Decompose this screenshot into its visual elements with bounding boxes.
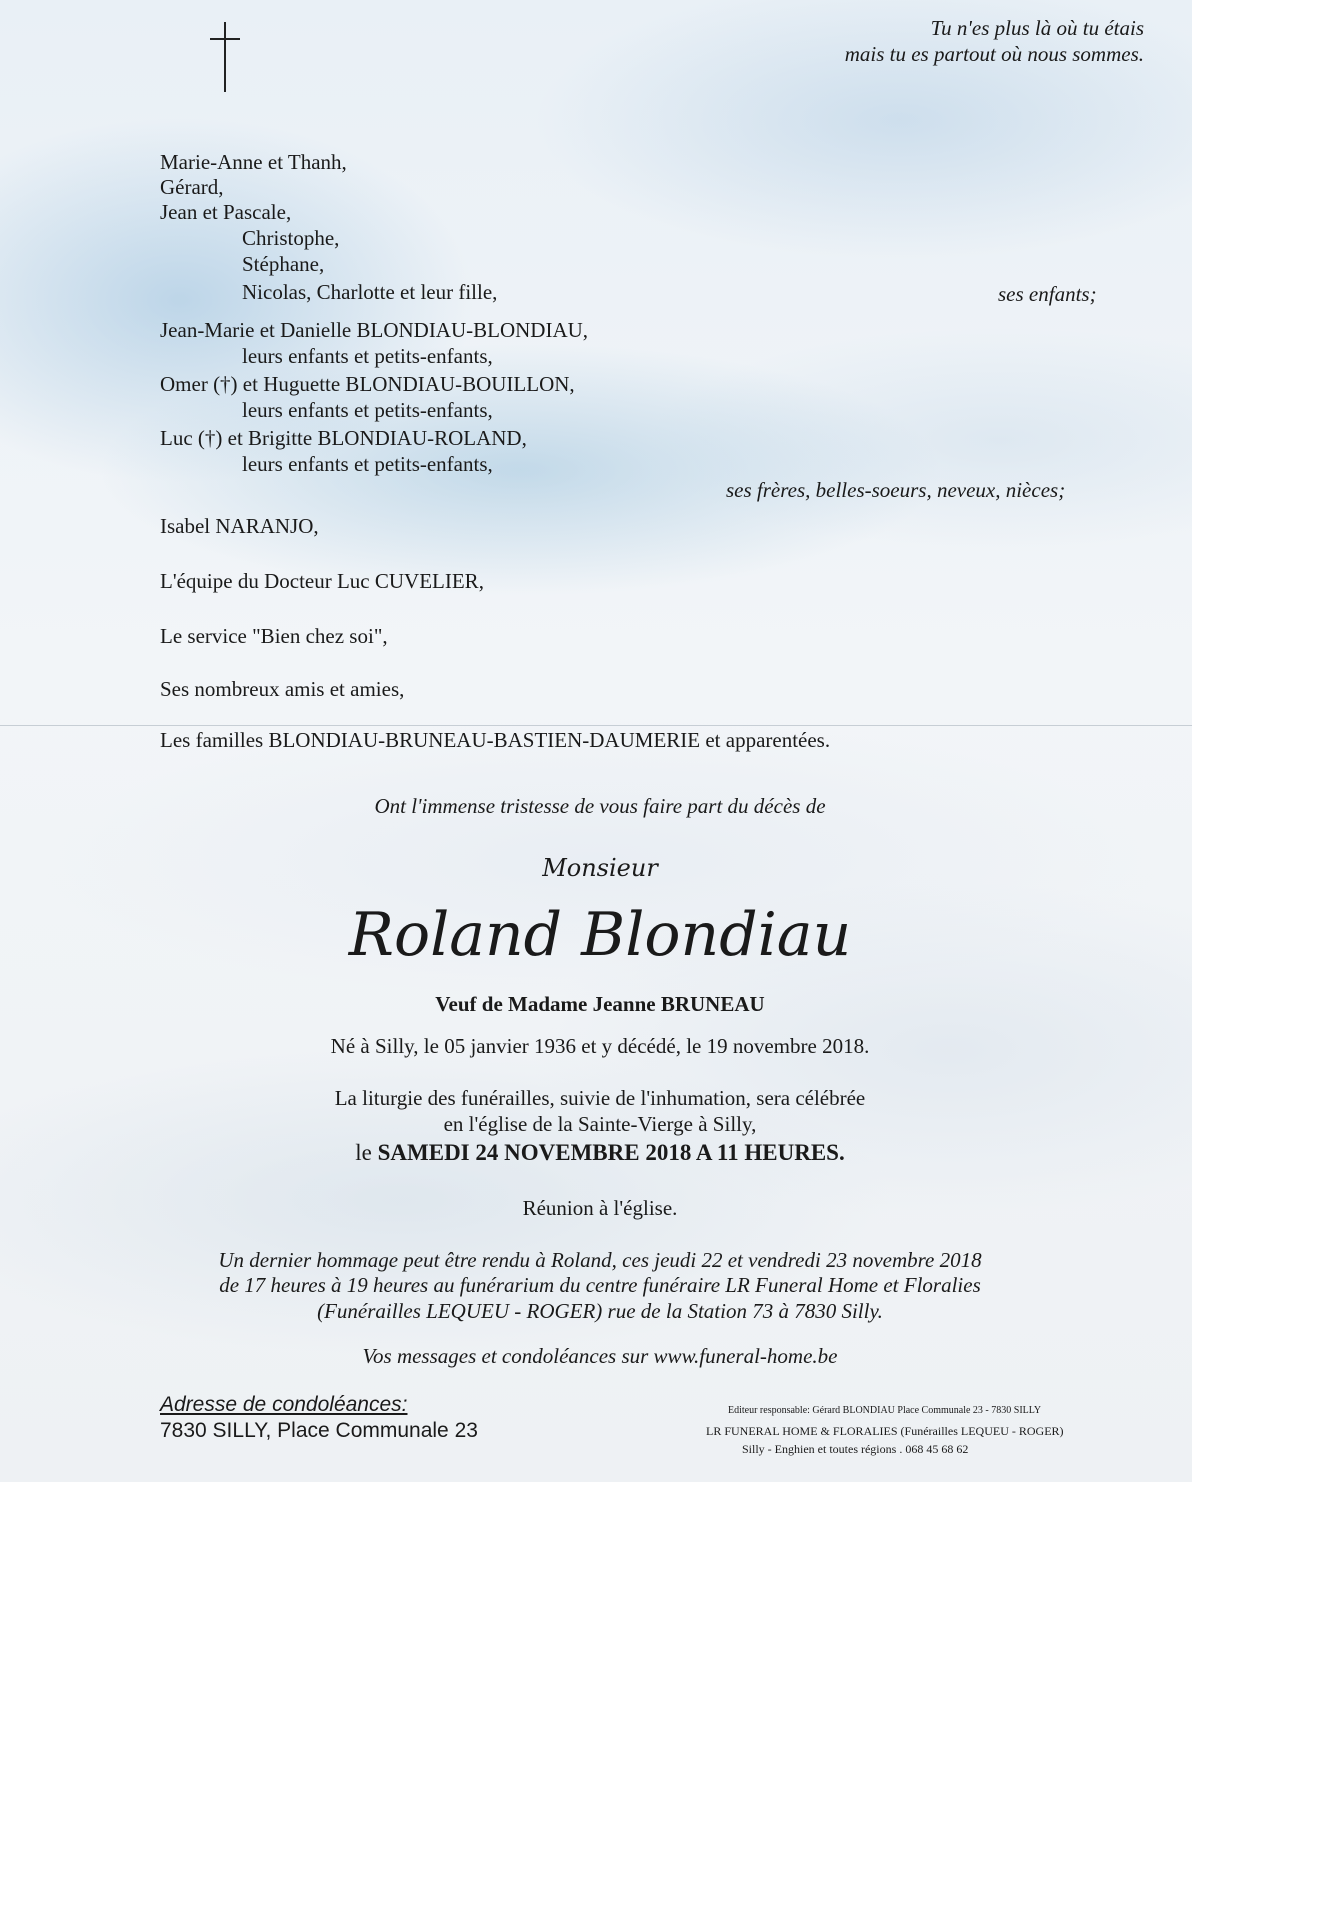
- other-mourner-1: Isabel NARANJO,: [160, 514, 319, 538]
- sibling-3-descendants: leurs enfants et petits-enfants,: [242, 452, 493, 476]
- widower-line: Veuf de Madame Jeanne BRUNEAU: [435, 992, 765, 1016]
- child-1: Marie-Anne et Thanh,: [160, 150, 347, 174]
- sibling-1: Jean-Marie et Danielle BLONDIAU-BLONDIAU,: [160, 318, 589, 342]
- footer-funeral-home: LR FUNERAL HOME & FLORALIES (Funérailles LEQUEU - ROGER): [706, 1424, 1064, 1438]
- footer-region-phone: Silly - Enghien et toutes régions . 068 45 68 62: [742, 1442, 969, 1456]
- other-mourner-4: Ses nombreux amis et amies,: [160, 677, 405, 701]
- grandchild-3: Nicolas, Charlotte et leur fille,: [242, 280, 498, 304]
- sibling-1-descendants: leurs enfants et petits-enfants,: [242, 344, 493, 368]
- grandchild-1: Christophe,: [242, 226, 340, 250]
- funeral-date-prefix: le: [355, 1140, 372, 1165]
- funeral-line-3: [200, 1140, 1000, 1165]
- footer-publisher: Editeur responsable: Gérard BLONDIAU Place Communale 23 - 7830 SILLY: [728, 1405, 1042, 1416]
- meeting: Réunion à l'église.: [522, 1196, 678, 1220]
- fold-line: [0, 725, 1192, 726]
- announcement: Ont l'immense tristesse de vous faire part du décès de: [374, 794, 826, 818]
- funeral-line-2: en l'église de la Sainte-Vierge à Silly,: [443, 1112, 757, 1136]
- honorific: Monsieur: [542, 854, 658, 882]
- condolences-address: 7830 SILLY, Place Communale 23: [160, 1419, 478, 1442]
- dates-line: Né à Silly, le 05 janvier 1936 et y décédé, le 19 novembre 2018.: [330, 1034, 870, 1058]
- other-mourner-5: Les familles BLONDIAU-BRUNEAU-BASTIEN-DAUMERIE et apparentées.: [160, 728, 831, 752]
- epigraph-line-1: Tu n'es plus là où tu étais: [930, 16, 1144, 40]
- funeral-date: SAMEDI 24 NOVEMBRE 2018 A 11 HEURES.: [377, 1140, 845, 1165]
- messages: Vos messages et condoléances sur www.funeral-home.be: [362, 1344, 838, 1368]
- child-2: Gérard,: [160, 175, 224, 199]
- sibling-2: Omer (†) et Huguette BLONDIAU-BOUILLON,: [160, 372, 575, 396]
- condolences-label: Adresse de condoléances:: [160, 1393, 408, 1416]
- other-mourner-2: L'équipe du Docteur Luc CUVELIER,: [160, 569, 484, 593]
- tribute-line-1: Un dernier hommage peut être rendu à Roland, ces jeudi 22 et vendredi 23 novembre 2018: [218, 1248, 982, 1272]
- deceased-name: Roland Blondiau: [348, 900, 852, 970]
- other-mourner-3: Le service "Bien chez soi",: [160, 624, 388, 648]
- child-3: Jean et Pascale,: [160, 200, 292, 224]
- tribute-line-2: de 17 heures à 19 heures au funérarium du centre funéraire LR Funeral Home et Floralies: [219, 1273, 981, 1297]
- grandchild-2: Stéphane,: [242, 252, 325, 276]
- cross-icon: [224, 22, 226, 92]
- siblings-role: ses frères, belles-soeurs, neveux, nièces;: [726, 478, 1066, 502]
- sibling-2-descendants: leurs enfants et petits-enfants,: [242, 398, 493, 422]
- sibling-3: Luc (†) et Brigitte BLONDIAU-ROLAND,: [160, 426, 527, 450]
- epigraph-line-2: mais tu es partout où nous sommes.: [844, 42, 1144, 66]
- children-role: ses enfants;: [998, 282, 1097, 306]
- tribute-line-3: (Funérailles LEQUEU - ROGER) rue de la Station 73 à 7830 Silly.: [317, 1299, 883, 1323]
- funeral-line-1: La liturgie des funérailles, suivie de l'inhumation, sera célébrée: [334, 1086, 866, 1110]
